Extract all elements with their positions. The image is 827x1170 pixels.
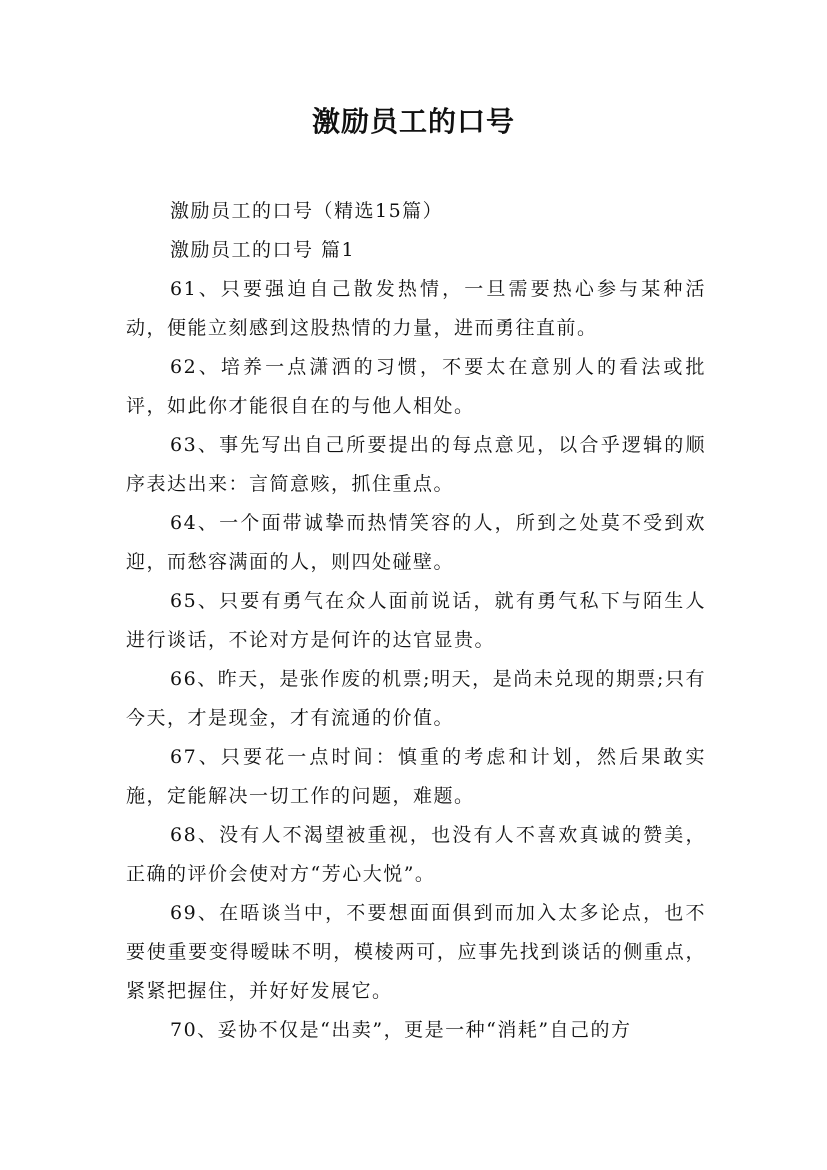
section-heading: 激励员工的口号 篇1 <box>170 239 356 261</box>
document-title: 激励员工的口号 <box>311 105 515 138</box>
paragraph-61: 61、只要强迫自己散发热情，一旦需要热心参与某种活动，便能立刻感到这股热情的力量，进而勇往直前。 <box>126 278 706 339</box>
paragraph-63: 63、事先写出自己所要提出的每点意见，以合乎逻辑的顺序表达出来：言简意赅，抓住重点。 <box>126 434 706 495</box>
paragraph-66: 66、昨天，是张作废的机票;明天，是尚未兑现的期票;只有今天，才是现金，才有流通的价值。 <box>126 668 706 729</box>
paragraph-64: 64、一个面带诚挚而热情笑容的人，所到之处莫不受到欢迎，而愁容满面的人，则四处碰壁。 <box>126 512 706 573</box>
paragraph-62: 62、培养一点潇洒的习惯，不要太在意别人的看法或批评，如此你才能很自在的与他人相处。 <box>126 356 706 417</box>
paragraph-65: 65、只要有勇气在众人面前说话，就有勇气私下与陌生人进行谈话，不论对方是何许的达官显贵。 <box>126 590 706 651</box>
document-body <box>126 192 706 1050</box>
paragraph-68: 68、没有人不渴望被重视，也没有人不喜欢真诚的赞美，正确的评价会使对方“芳心大悦”。 <box>126 824 706 885</box>
paragraph-70: 70、妥协不仅是“出卖”，更是一种“消耗”自己的方 <box>170 1019 632 1041</box>
paragraph-67: 67、只要花一点时间：慎重的考虑和计划，然后果敢实施，定能解决一切工作的问题，难题。 <box>126 746 706 807</box>
document-subtitle: 激励员工的口号（精选15篇） <box>170 200 444 222</box>
paragraph-69: 69、在晤谈当中，不要想面面俱到而加入太多论点，也不要使重要变得暧昧不明，模棱两可，应事先找到谈话的侧重点，紧紧把握住，并好好发展它。 <box>126 902 706 1002</box>
